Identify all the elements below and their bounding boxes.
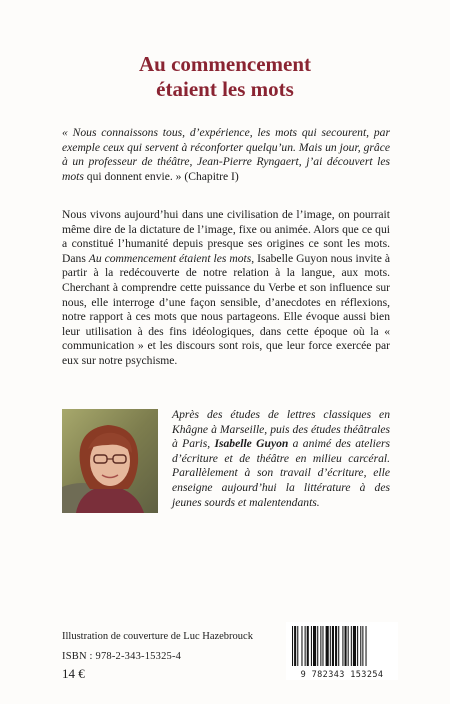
barcode-bar	[335, 626, 337, 666]
blurb-paragraph	[62, 208, 390, 369]
price: 14 €	[62, 666, 85, 681]
quote-source: qui donnent envie. » (Chapitre I)	[83, 169, 239, 183]
barcode-bars	[286, 622, 398, 670]
barcode-bar	[353, 626, 356, 666]
author-portrait-image	[62, 409, 158, 513]
barcode-bar	[320, 626, 321, 666]
barcode-bar	[330, 626, 331, 666]
barcode-bar	[326, 626, 329, 666]
barcode-bar	[362, 626, 363, 666]
barcode-bar	[301, 626, 302, 666]
barcode-bar	[322, 626, 323, 666]
barcode-bar	[317, 626, 318, 666]
author-photo	[62, 409, 158, 513]
barcode-bar	[292, 626, 293, 666]
bio-part-2: a animé des ateliers d’écriture et de théâtre en milieu carcéral. Parallèlement à son travail d’écriture, elle enseigne aujourd’hui la littérature à des jeunes sourds et malentendants.	[172, 437, 390, 509]
barcode-bar	[366, 626, 367, 666]
barcode-bar	[313, 626, 316, 666]
blurb-book-title: Au commencement étaient les mots	[88, 251, 252, 265]
isbn-number: ISBN : 978-2-343-15325-4	[62, 651, 182, 662]
barcode-bar	[305, 626, 306, 666]
barcode-bar	[297, 626, 298, 666]
blurb-part-1: Nous vivons aujourd’hui dans une civilisation de l’image, on pourrait même dire de la dictature de l’image, fixe ou animée. Alors que ce qui a constitué l’humanité depuis presque ses origines ce sont les mots. Dans	[62, 208, 390, 265]
author-bio	[172, 408, 390, 510]
bio-part-1: Après des études de lettres classiques en Khâgne à Marseille, puis des études théâtrales à Paris,	[172, 408, 390, 451]
barcode-bar	[294, 626, 296, 666]
barcode-bar	[311, 626, 312, 666]
bio-author-name: Isabelle Guyon	[214, 437, 289, 451]
book-title-line-2: étaient les mots	[156, 77, 294, 101]
book-title	[0, 52, 450, 102]
barcode-bar	[307, 626, 309, 666]
barcode-bar	[348, 626, 349, 666]
excerpt-quote	[62, 126, 390, 184]
barcode-bar	[351, 626, 352, 666]
quote-italic: « Nous connaissons tous, d’expérience, les mots qui secourent, par exemple ceux qui servent à réconforter quelqu’un. Mais un jour, grâce à un professeur de théâtre, Jean-Pierre Ryngaert, j’ai découvert les mots	[62, 126, 390, 183]
barcode-digits: 9 782343 153254	[300, 670, 384, 680]
barcode-bar	[332, 626, 334, 666]
cover-illustration-credit: Illustration de couverture de Luc Hazebrouck	[62, 631, 253, 642]
blurb-part-2: , Isabelle Guyon nous invite à partir à la redécouverte de notre relation à la langue, aux mots. Cherchant à comprendre cette puissance du Verbe et son influence sur nous, elle interroge d’une façon sensible, d’anecdotes en réflexions, notre rapport à ces mots que nous partageons. Elle évoque aussi bien leur utilisation à des fins idéologiques, dans cette époque où la « communication » et les discours sont rois, que leur force exercée par eux sur notre psychisme.	[62, 251, 390, 367]
barcode-bar	[357, 626, 358, 666]
barcode-bar	[342, 626, 343, 666]
barcode-bar	[345, 626, 347, 666]
isbn-barcode	[286, 622, 398, 680]
barcode-bar	[360, 626, 361, 666]
barcode-bar	[338, 626, 339, 666]
book-title-line-1: Au commencement	[138, 52, 312, 76]
